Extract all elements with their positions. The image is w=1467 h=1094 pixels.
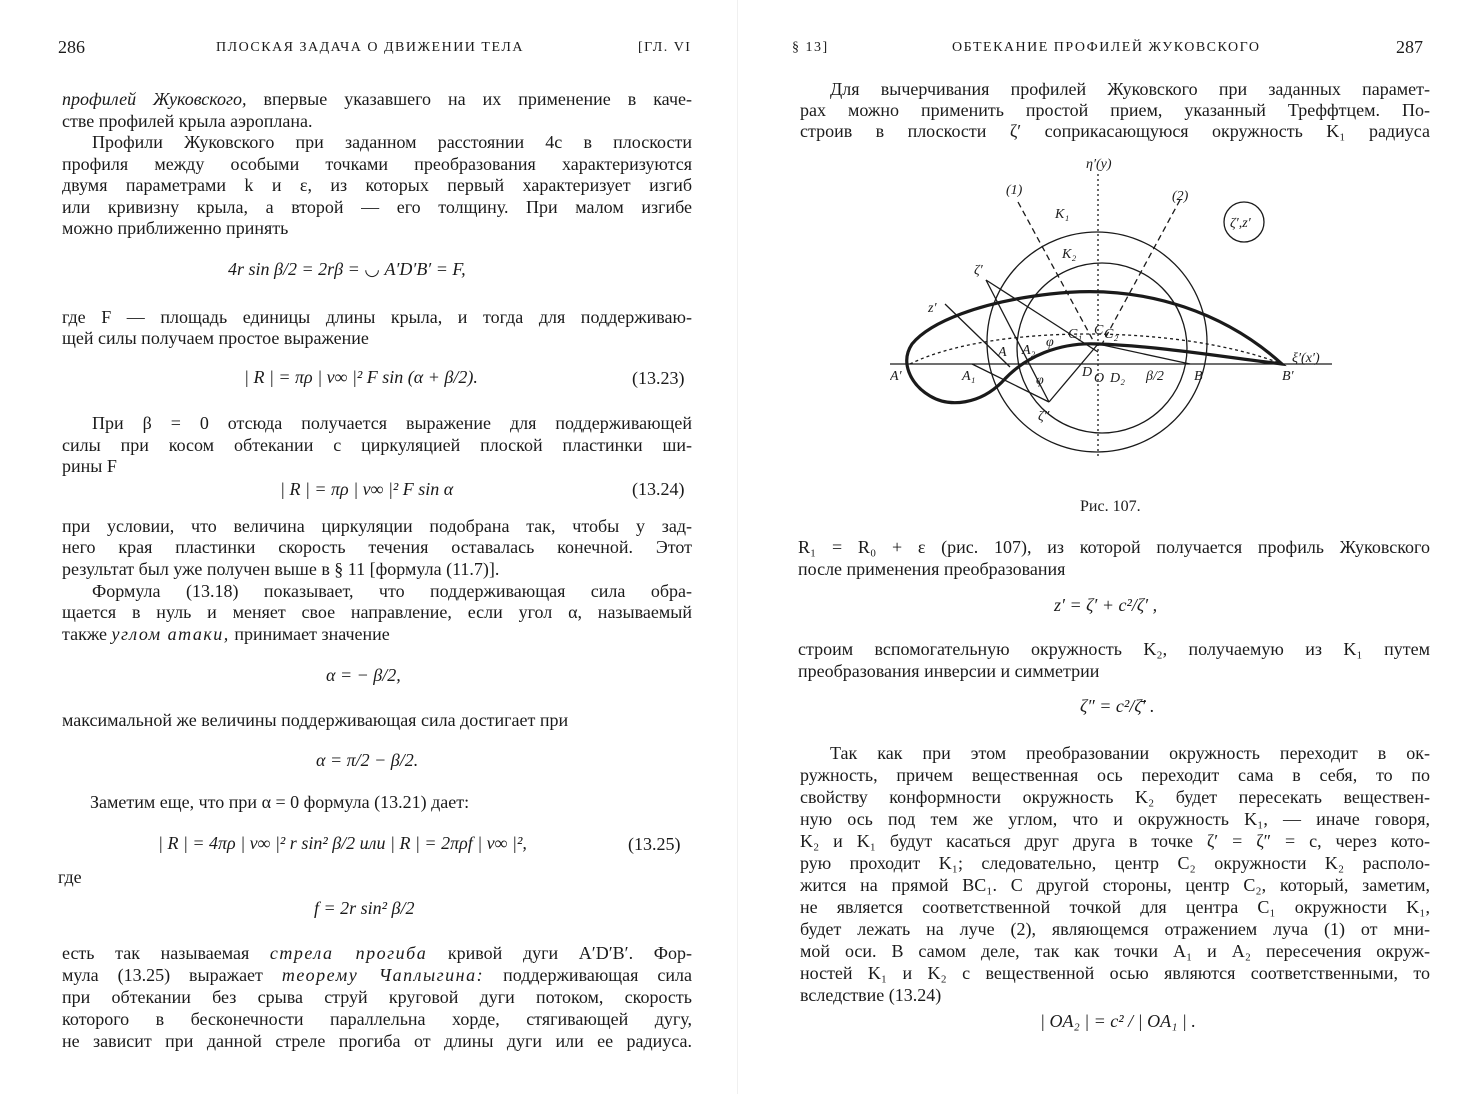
italic-term: углом атаки, (111, 624, 230, 644)
text-line: рую проходит K₁; следовательно, центр C₂ окружности K₂ располо- (800, 853, 1430, 873)
text-span: впервые указавшего на их применение в каче- (246, 89, 692, 109)
ray-1-label: (1) (1006, 183, 1023, 198)
equation: f = 2r sin² β/2 (314, 898, 415, 918)
text-line: Профили Жуковского при заданном расстоянии 4c в плоскости (92, 132, 692, 152)
text-line: рах можно применить простой прием, указанный Треффтцем. По- (800, 100, 1430, 120)
equation: | R | = 4πρ | v∞ |² r sin² β/2 или | R | = 2πρf | v∞ |², (158, 833, 527, 853)
text-line: него края пластинки скорость течения оставалась конечной. Этот (62, 537, 692, 557)
text-line: двумя параметрами k и ε, из которых первый характеризует изгиб (62, 175, 692, 195)
text-line: или кривизну крыла, а второй — его толщину. При малом изгибе (62, 197, 692, 217)
text-line: результат был уже получен выше в § 11 [формула (11.7)]. (62, 559, 500, 579)
running-title-right: ОБТЕКАНИЕ ПРОФИЛЕЙ ЖУКОВСКОГО (952, 40, 1261, 55)
equation: z′ = ζ′ + c²/ζ′ , (1054, 595, 1158, 615)
running-head-left (58, 38, 692, 64)
label-phi-upper: φ (1046, 335, 1054, 350)
label-b-prime: B′ (1282, 369, 1294, 384)
text-line: при обтекании без срыва струй круговой дуги потоком, скорость (62, 987, 692, 1007)
plane-label: ζ′,z′ (1230, 216, 1251, 231)
chapter-label: [ГЛ. VI (638, 40, 692, 55)
label-o: O (1094, 371, 1105, 386)
text-span: есть так называемая (62, 943, 270, 963)
running-head-right (792, 38, 1434, 64)
equation: | R | = πρ | v∞ |² F sin α (280, 479, 454, 499)
ray-1 (1018, 202, 1095, 344)
label-k2: K₂ (1062, 247, 1077, 262)
label-phi-lower: φ (1036, 373, 1044, 388)
text-line: после применения преобразования (798, 559, 1066, 579)
text-line: Так как при этом преобразовании окружность переходит в ок- (830, 743, 1430, 763)
page-number-left: 286 (58, 37, 85, 57)
text-line: которого в бесконечности параллельна хорде, стягивающей дугу, (62, 1009, 692, 1029)
mean-line (910, 334, 1282, 364)
italic-term: стрела прогиба (269, 943, 428, 963)
text-span: принимает значение (229, 624, 390, 644)
label-a-prime: A′ (890, 369, 902, 384)
text-line (62, 964, 692, 986)
text-line: Формула (13.18) показывает, что поддерживающая сила обра- (92, 581, 692, 601)
equation-number: (13.25) (628, 834, 681, 854)
section-label: § 13] (792, 40, 829, 55)
equation-number: (13.23) (632, 368, 685, 388)
text-line: преобразования инверсии и симметрии (798, 661, 1100, 681)
equation: | R | = πρ | v∞ |² F sin (α + β/2). (244, 367, 478, 387)
text-line: строим вспомогательную окружность K₂, получаемую из K₁ путем (798, 639, 1430, 659)
joukowsky-profile-figure (890, 152, 1340, 492)
text-line: Для вычерчивания профилей Жуковского при заданных парамет- (830, 79, 1430, 99)
text-line: силы при косом обтекании с циркуляцией плоской пластинки ши- (62, 435, 692, 455)
page-number-right: 287 (1396, 37, 1423, 57)
label-a1: A₁ (962, 369, 976, 384)
axis-y-label: η′(y) (1086, 157, 1112, 172)
text-line: щается в нуль и меняет свое направление, если угол α, называемый (62, 602, 692, 622)
text-line: ружность, причем вещественная ось переходит сама в себя, то по (800, 765, 1430, 785)
text-line: максимальной же величины поддерживающая сила достигает при (62, 710, 569, 730)
text-span: также (62, 624, 112, 644)
label-b: B (1194, 369, 1203, 384)
text-line: при условии, что величина циркуляции подобрана так, чтобы у зад- (62, 516, 692, 536)
text-line: ностей K₁ и K₂ с вещественной осью являются соответственными, то (800, 963, 1430, 983)
equation: α = − β/2, (326, 665, 401, 685)
text-line: вследствие (13.24) (800, 985, 942, 1005)
text-line: K₂ и K₁ будут касаться друг друга в точке ζ′ = ζ″ = c, через кото- (800, 831, 1430, 851)
ray-2 (1102, 200, 1180, 344)
italic-term: теорему Чаплыгина: (281, 965, 485, 985)
text-line (62, 623, 390, 645)
equation: α = π/2 − β/2. (316, 750, 419, 770)
text-line: будет лежать на луче (2), являющемся отражением луча (1) от мни- (800, 919, 1430, 939)
label-c: C (1094, 323, 1104, 338)
label-c1: C₁ (1068, 327, 1083, 342)
label-d2: D₂ (1110, 371, 1125, 386)
text-line: не зависит при данной стреле прогиба от длины дуги или ее радиуса. (62, 1031, 692, 1051)
running-title-left: ПЛОСКАЯ ЗАДАЧА О ДВИЖЕНИИ ТЕЛА (216, 40, 524, 55)
text-line: профиля между особыми точками преобразования характеризуются (62, 154, 692, 174)
text-line: свойству конформности окружность K₂ будет пересекать веществен- (800, 787, 1430, 807)
text-line: можно приближенно принять (62, 218, 289, 238)
label-beta-half: β/2 (1146, 369, 1164, 384)
text-line: Заметим еще, что при α = 0 формула (13.21) дает: (90, 792, 470, 812)
text-line (62, 88, 692, 110)
text-span: кривой дуги A′D′B′. Фор- (427, 943, 692, 963)
label-z-prime: z′ (928, 301, 937, 316)
text-line: мой оси. В самом деле, так как точки A₁ и A₂ пересечения окруж- (800, 941, 1430, 961)
label-d: D (1082, 365, 1093, 380)
equation: 4r sin β/2 = 2rβ = ◡ A′D′B′ = F, (228, 259, 466, 279)
text-line: где (58, 867, 82, 887)
text-line: щей силы получаем простое выражение (62, 328, 369, 348)
label-zeta-prime: ζ′ (974, 263, 983, 278)
label-c2: C₂ (1104, 327, 1119, 342)
equation: | OA₂ | = c² / | OA₁ | . (1040, 1011, 1196, 1031)
label-zeta-double: ζ″ (1038, 409, 1050, 424)
figure-caption: Рис. 107. (1080, 498, 1141, 515)
equation-number: (13.24) (632, 479, 685, 499)
right-page (740, 0, 1467, 1094)
text-line: стве профилей крыла аэроплана. (62, 111, 313, 131)
text-line: где F — площадь единицы длины крыла, и тогда для поддерживаю- (62, 307, 692, 327)
text-line: жится на прямой BC₁. С другой стороны, центр C₂, который, заметим, (800, 875, 1430, 895)
text-span: мула (13.25) выражает (62, 965, 282, 985)
text-line: R₁ = R₀ + ε (рис. 107), из которой получается профиль Жуковского (798, 537, 1430, 557)
equation: ζ″ = c²/ζ̄′ . (1080, 696, 1155, 716)
label-a: A (998, 345, 1007, 360)
label-k1: K₁ (1055, 207, 1070, 222)
axis-x-label: ξ′(x′) (1292, 351, 1320, 366)
label-a2: A₂ (1022, 343, 1036, 358)
italic-term: профилей Жуковского, (62, 89, 247, 109)
text-line: не является соответственной точкой для центра C₁ окружности K₁, (800, 897, 1430, 917)
text-line: При β = 0 отсюда получается выражение для поддерживающей (92, 413, 692, 433)
circle-k1 (987, 232, 1207, 452)
text-line (62, 942, 692, 964)
text-span: поддерживающая сила (484, 965, 692, 985)
text-line: строив в плоскости ζ′ соприкасающуюся окружность K₁ радиуса (800, 121, 1430, 141)
ray-2-label: (2) (1172, 189, 1189, 204)
text-line: ную ось под тем же углом, что и окружность K₁, — иначе говоря, (800, 809, 1430, 829)
text-line: рины F (62, 456, 117, 476)
